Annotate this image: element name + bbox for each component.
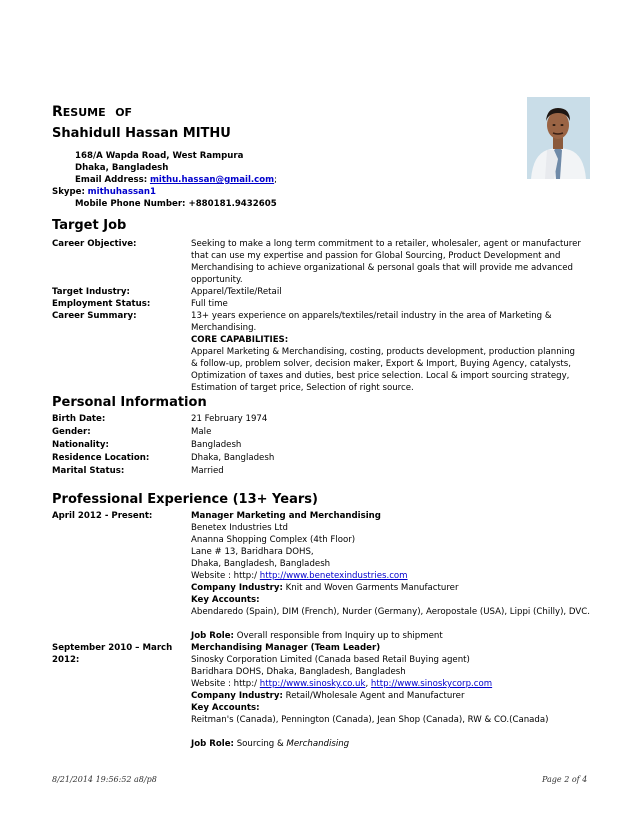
resume-title (52, 101, 132, 120)
birth-date-label: Birth Date: (52, 414, 106, 424)
email-line (75, 174, 277, 186)
job1-role-line (191, 630, 443, 642)
job1-address-1: Ananna Shopping Complex (4th Floor) (191, 535, 356, 545)
job2-role-label: Job Role: (191, 739, 234, 749)
job1-address-3: Dhaka, Bangladesh, Bangladesh (191, 559, 331, 569)
resume-title-rest: ESUME (62, 106, 106, 119)
personal-information-heading: Personal Information (52, 395, 207, 410)
email-label: Email Address: (75, 175, 148, 185)
gender-value: Male (191, 427, 212, 437)
candidate-name: Shahidull Hassan MITHU (52, 126, 231, 141)
job1-period: April 2012 - Present: (52, 511, 153, 521)
gender-label: Gender: (52, 427, 91, 437)
career-objective-line-3: Merchandising to achieve organizational & personal goals that will provide me advanced (191, 263, 574, 273)
residence-location-label: Residence Location: (52, 453, 150, 463)
address-line-1: 168/A Wapda Road, West Rampura (75, 151, 244, 161)
employment-status-label: Employment Status: (52, 299, 151, 309)
profile-photo-image (527, 97, 590, 179)
target-industry-label: Target Industry: (52, 287, 130, 297)
job2-website-link-1[interactable]: http://www.sinosky.co.uk (259, 679, 366, 689)
core-capabilities-line-4: Estimation of target price, Selection of right source. (191, 383, 414, 393)
job1-role-label: Job Role: (191, 631, 234, 641)
job1-website-label: Website : http:/ (191, 571, 260, 581)
career-objective-line-4: opportunity. (191, 275, 243, 285)
job2-role-value: Sourcing & (233, 739, 287, 749)
footer-page-number: Page 2 of 4 (542, 775, 588, 784)
marital-status-value: Married (191, 466, 224, 476)
job2-website-label: Website : http:/ (191, 679, 260, 689)
employment-status-value: Full time (191, 299, 228, 309)
footer-timestamp: 8/21/2014 19:56:52 a8/p8 (52, 775, 157, 784)
job2-website-link-2[interactable]: http://www.sinoskycorp.com (370, 679, 493, 689)
career-summary-label: Career Summary: (52, 311, 137, 321)
residence-location-value: Dhaka, Bangladesh (191, 453, 275, 463)
core-capabilities-heading: CORE CAPABILITIES: (191, 335, 289, 345)
job1-accounts-value: Abendaredo (Spain), DIM (French), Nurder (Germany), Aeropostale (USA), Lippi (Chilly), DVC. (191, 607, 590, 617)
career-objective-line-2: that can use my expertise and passion for Global Sourcing, Product Development and (191, 251, 561, 261)
job2-role-line (191, 738, 349, 750)
job2-company: Sinosky Corporation Limited (Canada based Retail Buying agent) (191, 655, 470, 665)
career-summary-line-2: Merchandising. (191, 323, 257, 333)
phone-line: Mobile Phone Number: +880181.9432605 (75, 199, 277, 209)
career-objective-line-1: Seeking to make a long term commitment to a retailer, wholesaler, agent or manufacturer (191, 239, 581, 249)
job2-website-line (191, 678, 492, 690)
birth-date-value: 21 February 1974 (191, 414, 268, 424)
core-capabilities-line-1: Apparel Marketing & Merchandising, costing, products development, production planning (191, 347, 575, 357)
job1-industry-label: Company Industry: (191, 583, 283, 593)
job2-accounts-value: Reitman's (Canada), Pennington (Canada), Jean Shop (Canada), RW & CO.(Canada) (191, 715, 549, 725)
job2-accounts-label: Key Accounts: (191, 703, 260, 713)
job1-role-value: Overall responsible from Inquiry up to shipment (233, 631, 443, 641)
job2-role-italic: Merchandising (286, 739, 350, 749)
skype-line (52, 186, 156, 198)
skype-label: Skype: (52, 187, 85, 197)
core-capabilities-line-3: Optimization of taxes and duties, best price selection. Local & import sourcing strategy, (191, 371, 570, 381)
resume-title-initial: R (52, 104, 63, 120)
job1-accounts-label: Key Accounts: (191, 595, 260, 605)
job2-period-line-1: September 2010 – March (52, 643, 173, 653)
job2-industry-line (191, 690, 465, 702)
marital-status-label: Marital Status: (52, 466, 125, 476)
job2-industry-value: Retail/Wholesale Agent and Manufacturer (282, 691, 465, 701)
skype-handle: mithuhassan1 (87, 187, 156, 197)
job1-title: Manager Marketing and Merchandising (191, 511, 381, 521)
job2-period-line-2: 2012: (52, 655, 80, 665)
career-objective-label: Career Objective: (52, 239, 137, 249)
job1-company: Benetex Industries Ltd (191, 523, 288, 533)
target-industry-value: Apparel/Textile/Retail (191, 287, 282, 297)
email-link[interactable]: mithu.hassan@gmail.com (149, 175, 275, 185)
job2-title: Merchandising Manager (Team Leader) (191, 643, 381, 653)
nationality-value: Bangladesh (191, 440, 242, 450)
job1-address-2: Lane # 13, Baridhara DOHS, (191, 547, 314, 557)
email-suffix: ; (274, 175, 278, 185)
career-summary-line-1: 13+ years experience on apparels/textiles/retail industry in the area of Marketing & (191, 311, 552, 321)
job2-website-separator: , (365, 679, 371, 689)
job1-website-line (191, 570, 408, 582)
address-line-2: Dhaka, Bangladesh (75, 163, 169, 173)
profile-photo (527, 97, 590, 179)
job1-industry-line (191, 582, 459, 594)
job2-industry-label: Company Industry: (191, 691, 283, 701)
core-capabilities-line-2: & follow-up, problem solver, decision maker, Export & Import, Buying Agency, catalysts, (191, 359, 572, 369)
target-job-heading: Target Job (52, 218, 127, 233)
nationality-label: Nationality: (52, 440, 109, 450)
job1-industry-value: Knit and Woven Garments Manufacturer (282, 583, 459, 593)
resume-title-of: OF (115, 106, 133, 119)
job2-address-1: Baridhara DOHS, Dhaka, Bangladesh, Bangladesh (191, 667, 406, 677)
professional-experience-heading: Professional Experience (13+ Years) (52, 492, 318, 507)
job1-website-link[interactable]: http://www.benetexindustries.com (259, 571, 408, 581)
